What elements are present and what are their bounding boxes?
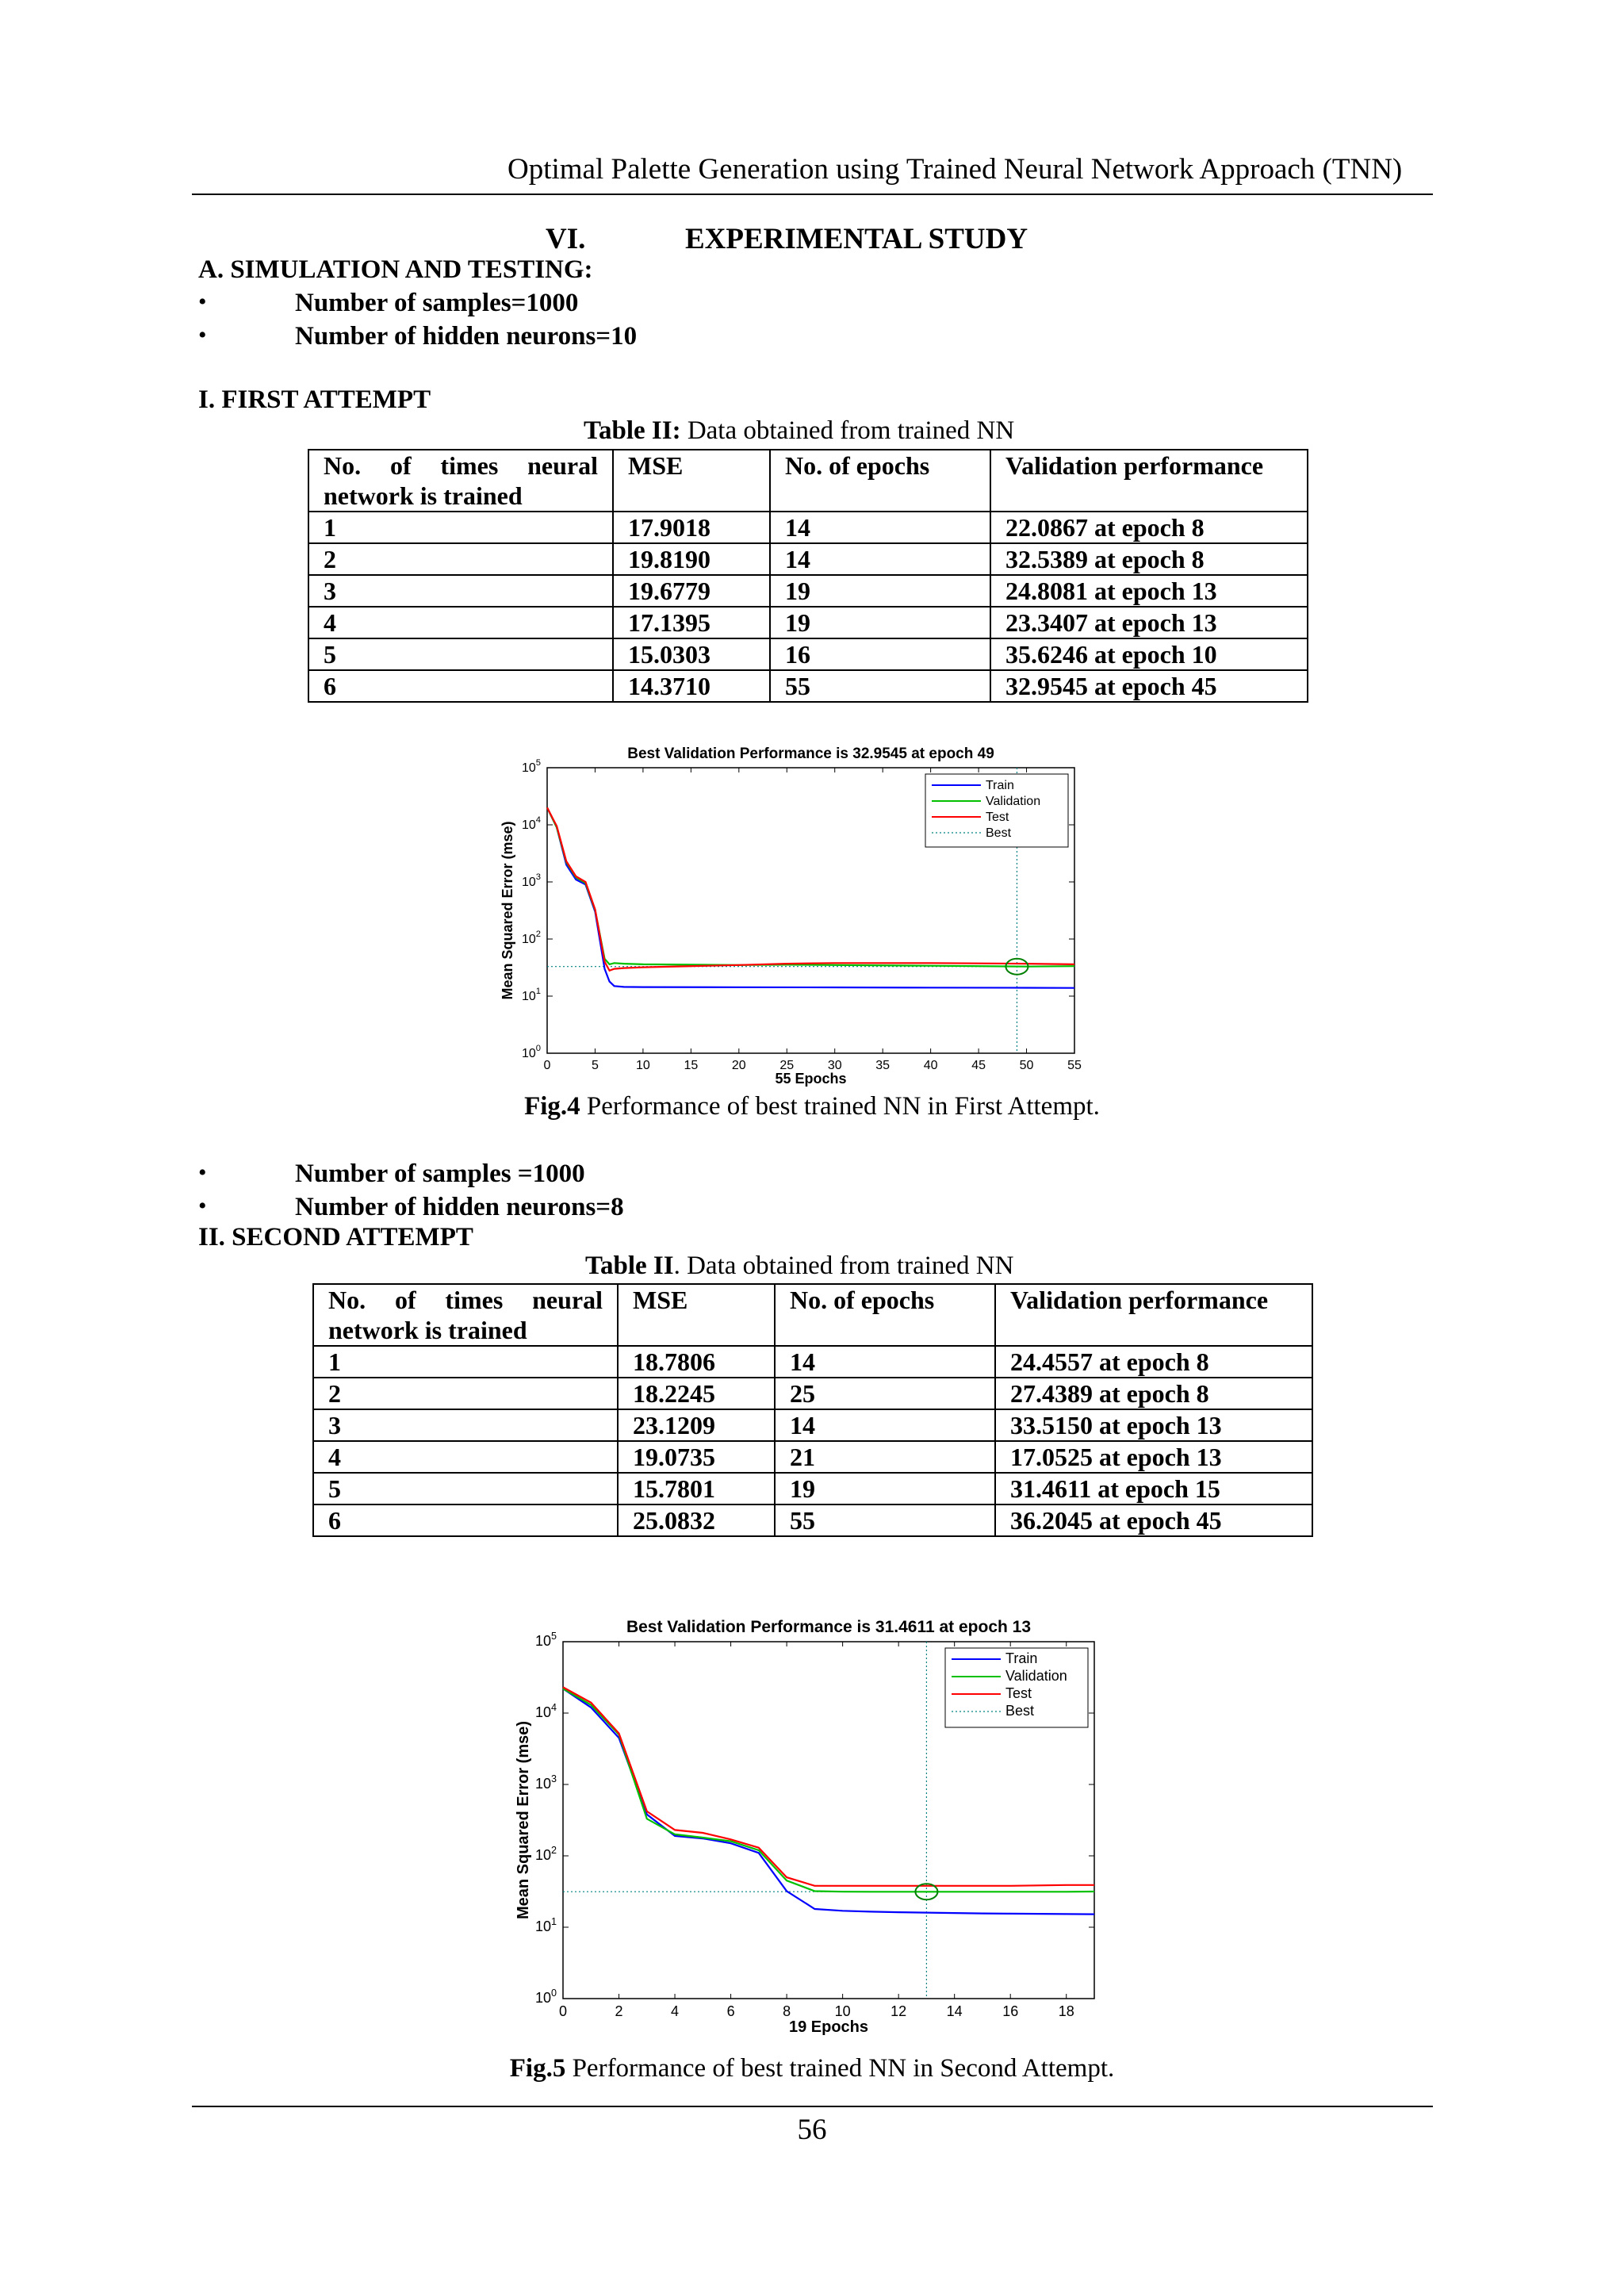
- chart-title: Best Validation Performance is 31.4611 at epoch 13: [626, 1618, 1032, 1636]
- x-tick-label: 12: [891, 2003, 907, 2019]
- header-rule: [192, 194, 1433, 195]
- figure5-caption-text: Performance of best trained NN in Second Attempt.: [572, 2054, 1115, 2083]
- attempt1-heading: I. FIRST ATTEMPT: [198, 385, 431, 414]
- y-tick-label: [535, 1702, 557, 1720]
- table-cell: 24.8081 at epoch 13: [990, 575, 1308, 607]
- table-row: [308, 638, 1308, 670]
- table-cell: 19.8190: [613, 543, 770, 575]
- table2-caption-label: Table II: [585, 1251, 674, 1280]
- legend-label-test: Test: [986, 811, 1009, 824]
- table-cell: 32.9545 at epoch 45: [990, 670, 1308, 702]
- x-tick-label: 0: [558, 2003, 568, 2019]
- x-tick-label: 20: [731, 1059, 746, 1072]
- bullet-icon: •: [198, 289, 207, 315]
- y-tick-base: 10: [534, 1847, 551, 1863]
- legend-label-validation: Validation: [986, 795, 1041, 808]
- table-cell: 23.3407 at epoch 13: [990, 607, 1308, 638]
- table-row: [313, 1346, 1312, 1378]
- x-axis-label: 19 Epochs: [788, 2018, 869, 2036]
- header-cell: No. of epochs: [775, 1284, 995, 1346]
- table-cell: 19.6779: [613, 575, 770, 607]
- x-tick-label: 30: [827, 1059, 842, 1072]
- x-tick-label: 50: [1019, 1059, 1034, 1072]
- table-cell: 19: [770, 607, 990, 638]
- table1-caption-label: Table II:: [584, 416, 681, 445]
- figure5-label: Fig.5: [509, 2054, 566, 2083]
- x-tick-label: 25: [779, 1059, 795, 1072]
- bullet-item: Number of hidden neurons=8: [295, 1193, 624, 1221]
- header-cell-line: No. of times neural: [328, 1286, 603, 1314]
- table-cell: 21: [775, 1441, 995, 1473]
- y-tick-exponent: 4: [535, 815, 541, 825]
- y-tick-exponent: 2: [550, 1845, 557, 1856]
- figure4-caption-text: Performance of best trained NN in First Attempt.: [586, 1092, 1100, 1121]
- y-tick-base: 10: [521, 933, 536, 946]
- y-tick-base: 10: [534, 1918, 551, 1934]
- y-tick-exponent: 1: [550, 1916, 557, 1927]
- table-cell: 17.1395: [613, 607, 770, 638]
- table-cell: 1: [308, 512, 613, 543]
- y-tick-base: 10: [521, 990, 536, 1003]
- y-tick-base: 10: [521, 761, 536, 775]
- y-tick-base: 10: [521, 876, 536, 889]
- legend-label-best: Best: [986, 826, 1012, 840]
- y-axis-label: Mean Squared Error (mse): [515, 1720, 532, 1920]
- x-tick-label: 5: [592, 1059, 599, 1072]
- y-tick-exponent: 5: [535, 758, 541, 768]
- y-tick-exponent: 4: [550, 1702, 557, 1713]
- table-cell: 55: [770, 670, 990, 702]
- table-cell: 19: [775, 1473, 995, 1504]
- table-cell: 33.5150 at epoch 13: [995, 1409, 1312, 1441]
- table-cell: 14: [770, 512, 990, 543]
- header-cell: MSE: [613, 450, 770, 512]
- y-tick-base: 10: [521, 818, 536, 832]
- x-tick-label: 16: [1002, 2003, 1019, 2019]
- attempt2-heading: II. SECOND ATTEMPT: [198, 1223, 473, 1251]
- x-tick-label: 2: [615, 2003, 623, 2019]
- x-axis-label: 55 Epochs: [775, 1071, 847, 1087]
- subsection-heading: A. SIMULATION AND TESTING:: [198, 255, 593, 284]
- table-cell: 4: [313, 1441, 618, 1473]
- table-row: [313, 1409, 1312, 1441]
- footer-rule: [192, 2106, 1433, 2107]
- performance-chart-1: [484, 738, 1118, 1091]
- table-cell: 15.7801: [618, 1473, 775, 1504]
- table-cell: 27.4389 at epoch 8: [995, 1378, 1312, 1409]
- x-tick-label: 55: [1067, 1059, 1082, 1072]
- y-tick-base: 10: [534, 1990, 551, 2006]
- table-cell: 14.3710: [613, 670, 770, 702]
- table-cell: 17.0525 at epoch 13: [995, 1441, 1312, 1473]
- y-tick-base: 10: [521, 1047, 536, 1060]
- table2: [312, 1283, 1313, 1537]
- header-cell: Validation performance: [990, 450, 1308, 512]
- x-tick-label: 4: [671, 2003, 680, 2019]
- legend-label-train: Train: [986, 779, 1014, 792]
- figure4-caption: [0, 1092, 1624, 1121]
- x-tick-label: 15: [684, 1059, 699, 1072]
- header-cell-line: network is trained: [324, 481, 523, 510]
- table-cell: 32.5389 at epoch 8: [990, 543, 1308, 575]
- header-cell: [308, 450, 613, 512]
- header-cell: MSE: [618, 1284, 775, 1346]
- header-cell: No. of epochs: [770, 450, 990, 512]
- table-row: [308, 512, 1308, 543]
- section-title: EXPERIMENTAL STUDY: [685, 223, 1028, 255]
- x-tick-label: 10: [834, 2003, 851, 2019]
- table-cell: 16: [770, 638, 990, 670]
- y-tick-exponent: 0: [550, 1987, 557, 1999]
- y-tick-exponent: 3: [535, 872, 541, 882]
- table-cell: 15.0303: [613, 638, 770, 670]
- table-cell: 5: [308, 638, 613, 670]
- y-tick-label: [522, 930, 541, 946]
- table-cell: 23.1209: [618, 1409, 775, 1441]
- section-number: VI.: [546, 223, 586, 255]
- table-cell: 19: [770, 575, 990, 607]
- x-tick-label: 8: [783, 2003, 791, 2019]
- legend-label-validation: Validation: [1005, 1668, 1067, 1684]
- table-cell: 24.4557 at epoch 8: [995, 1346, 1312, 1378]
- table-row: [308, 575, 1308, 607]
- x-tick-label: 14: [946, 2003, 963, 2019]
- table-cell: 18.2245: [618, 1378, 775, 1409]
- bullet-item: Number of samples =1000: [295, 1159, 585, 1188]
- table2-caption: [585, 1251, 1013, 1281]
- table1: [308, 449, 1308, 703]
- y-tick-label: [535, 1987, 557, 2006]
- table-row: [313, 1473, 1312, 1504]
- table-cell: 6: [308, 670, 613, 702]
- y-tick-label: [535, 1631, 557, 1649]
- x-tick-label: 35: [875, 1059, 891, 1072]
- table-cell: 25: [775, 1378, 995, 1409]
- figure5-caption: [0, 2054, 1624, 2083]
- y-tick-label: [535, 1916, 557, 1934]
- table-cell: 14: [775, 1346, 995, 1378]
- table-cell: 4: [308, 607, 613, 638]
- table-row: [308, 543, 1308, 575]
- table1-caption: [584, 416, 1014, 446]
- table-cell: 1: [313, 1346, 618, 1378]
- y-tick-label: [522, 1044, 541, 1060]
- table-row: [313, 1378, 1312, 1409]
- header-cell: Validation performance: [995, 1284, 1312, 1346]
- figure4-label: Fig.4: [524, 1092, 580, 1121]
- table2-caption-text: . Data obtained from trained NN: [673, 1251, 1014, 1280]
- table-cell: 31.4611 at epoch 15: [995, 1473, 1312, 1504]
- y-axis-label: Mean Squared Error (mse): [500, 821, 515, 1000]
- y-tick-label: [522, 872, 541, 889]
- page-number: 56: [797, 2114, 827, 2146]
- table-row: [308, 607, 1308, 638]
- table-cell: 6: [313, 1504, 618, 1536]
- table-cell: 36.2045 at epoch 45: [995, 1504, 1312, 1536]
- y-tick-exponent: 2: [535, 930, 541, 939]
- y-tick-exponent: 0: [535, 1044, 541, 1053]
- table-cell: 22.0867 at epoch 8: [990, 512, 1308, 543]
- table-header-row: [313, 1284, 1312, 1346]
- table-cell: 5: [313, 1473, 618, 1504]
- x-tick-label: 6: [726, 2003, 735, 2019]
- bullet-item: Number of hidden neurons=10: [295, 322, 638, 351]
- table-cell: 17.9018: [613, 512, 770, 543]
- y-tick-label: [522, 758, 541, 775]
- table-header-row: [308, 450, 1308, 512]
- bullet-item: Number of samples=1000: [295, 289, 579, 317]
- table-row: [308, 670, 1308, 702]
- table-cell: 3: [308, 575, 613, 607]
- x-tick-label: 10: [636, 1059, 650, 1072]
- table-row: [313, 1441, 1312, 1473]
- y-tick-exponent: 5: [550, 1631, 557, 1642]
- table-cell: 19.0735: [618, 1441, 775, 1473]
- x-tick-label: 45: [971, 1059, 986, 1072]
- table-cell: 35.6246 at epoch 10: [990, 638, 1308, 670]
- y-tick-label: [535, 1773, 557, 1792]
- table-cell: 14: [775, 1409, 995, 1441]
- y-tick-label: [522, 987, 541, 1003]
- table-cell: 3: [313, 1409, 618, 1441]
- legend-label-train: Train: [1005, 1650, 1038, 1666]
- table-cell: 14: [770, 543, 990, 575]
- y-tick-label: [522, 815, 541, 832]
- table1-caption-text: Data obtained from trained NN: [687, 416, 1015, 445]
- performance-chart-2: [484, 1606, 1118, 2050]
- x-tick-label: 18: [1058, 2003, 1074, 2019]
- table-cell: 18.7806: [618, 1346, 775, 1378]
- bullet-icon: •: [198, 322, 207, 348]
- legend-label-best: Best: [1005, 1703, 1035, 1719]
- y-tick-base: 10: [534, 1633, 551, 1649]
- y-tick-label: [535, 1845, 557, 1863]
- table-cell: 55: [775, 1504, 995, 1536]
- chart-title: Best Validation Performance is 32.9545 at epoch 49: [627, 746, 994, 762]
- legend-label-test: Test: [1005, 1685, 1032, 1701]
- header-cell-line: No. of times neural: [324, 451, 598, 480]
- x-tick-label: 0: [543, 1059, 551, 1072]
- x-tick-label: 40: [923, 1059, 938, 1072]
- table-cell: 25.0832: [618, 1504, 775, 1536]
- header-cell-line: network is trained: [328, 1316, 527, 1344]
- table-row: [313, 1504, 1312, 1536]
- table-cell: 2: [308, 543, 613, 575]
- table-cell: 2: [313, 1378, 618, 1409]
- y-tick-base: 10: [534, 1704, 551, 1720]
- bullet-icon: •: [198, 1193, 207, 1219]
- header-cell: [313, 1284, 618, 1346]
- y-tick-exponent: 3: [550, 1773, 557, 1784]
- bullet-icon: •: [198, 1159, 207, 1186]
- running-header: Optimal Palette Generation using Trained Neural Network Approach (TNN): [508, 153, 1403, 186]
- y-tick-base: 10: [534, 1776, 551, 1792]
- y-tick-exponent: 1: [535, 987, 541, 996]
